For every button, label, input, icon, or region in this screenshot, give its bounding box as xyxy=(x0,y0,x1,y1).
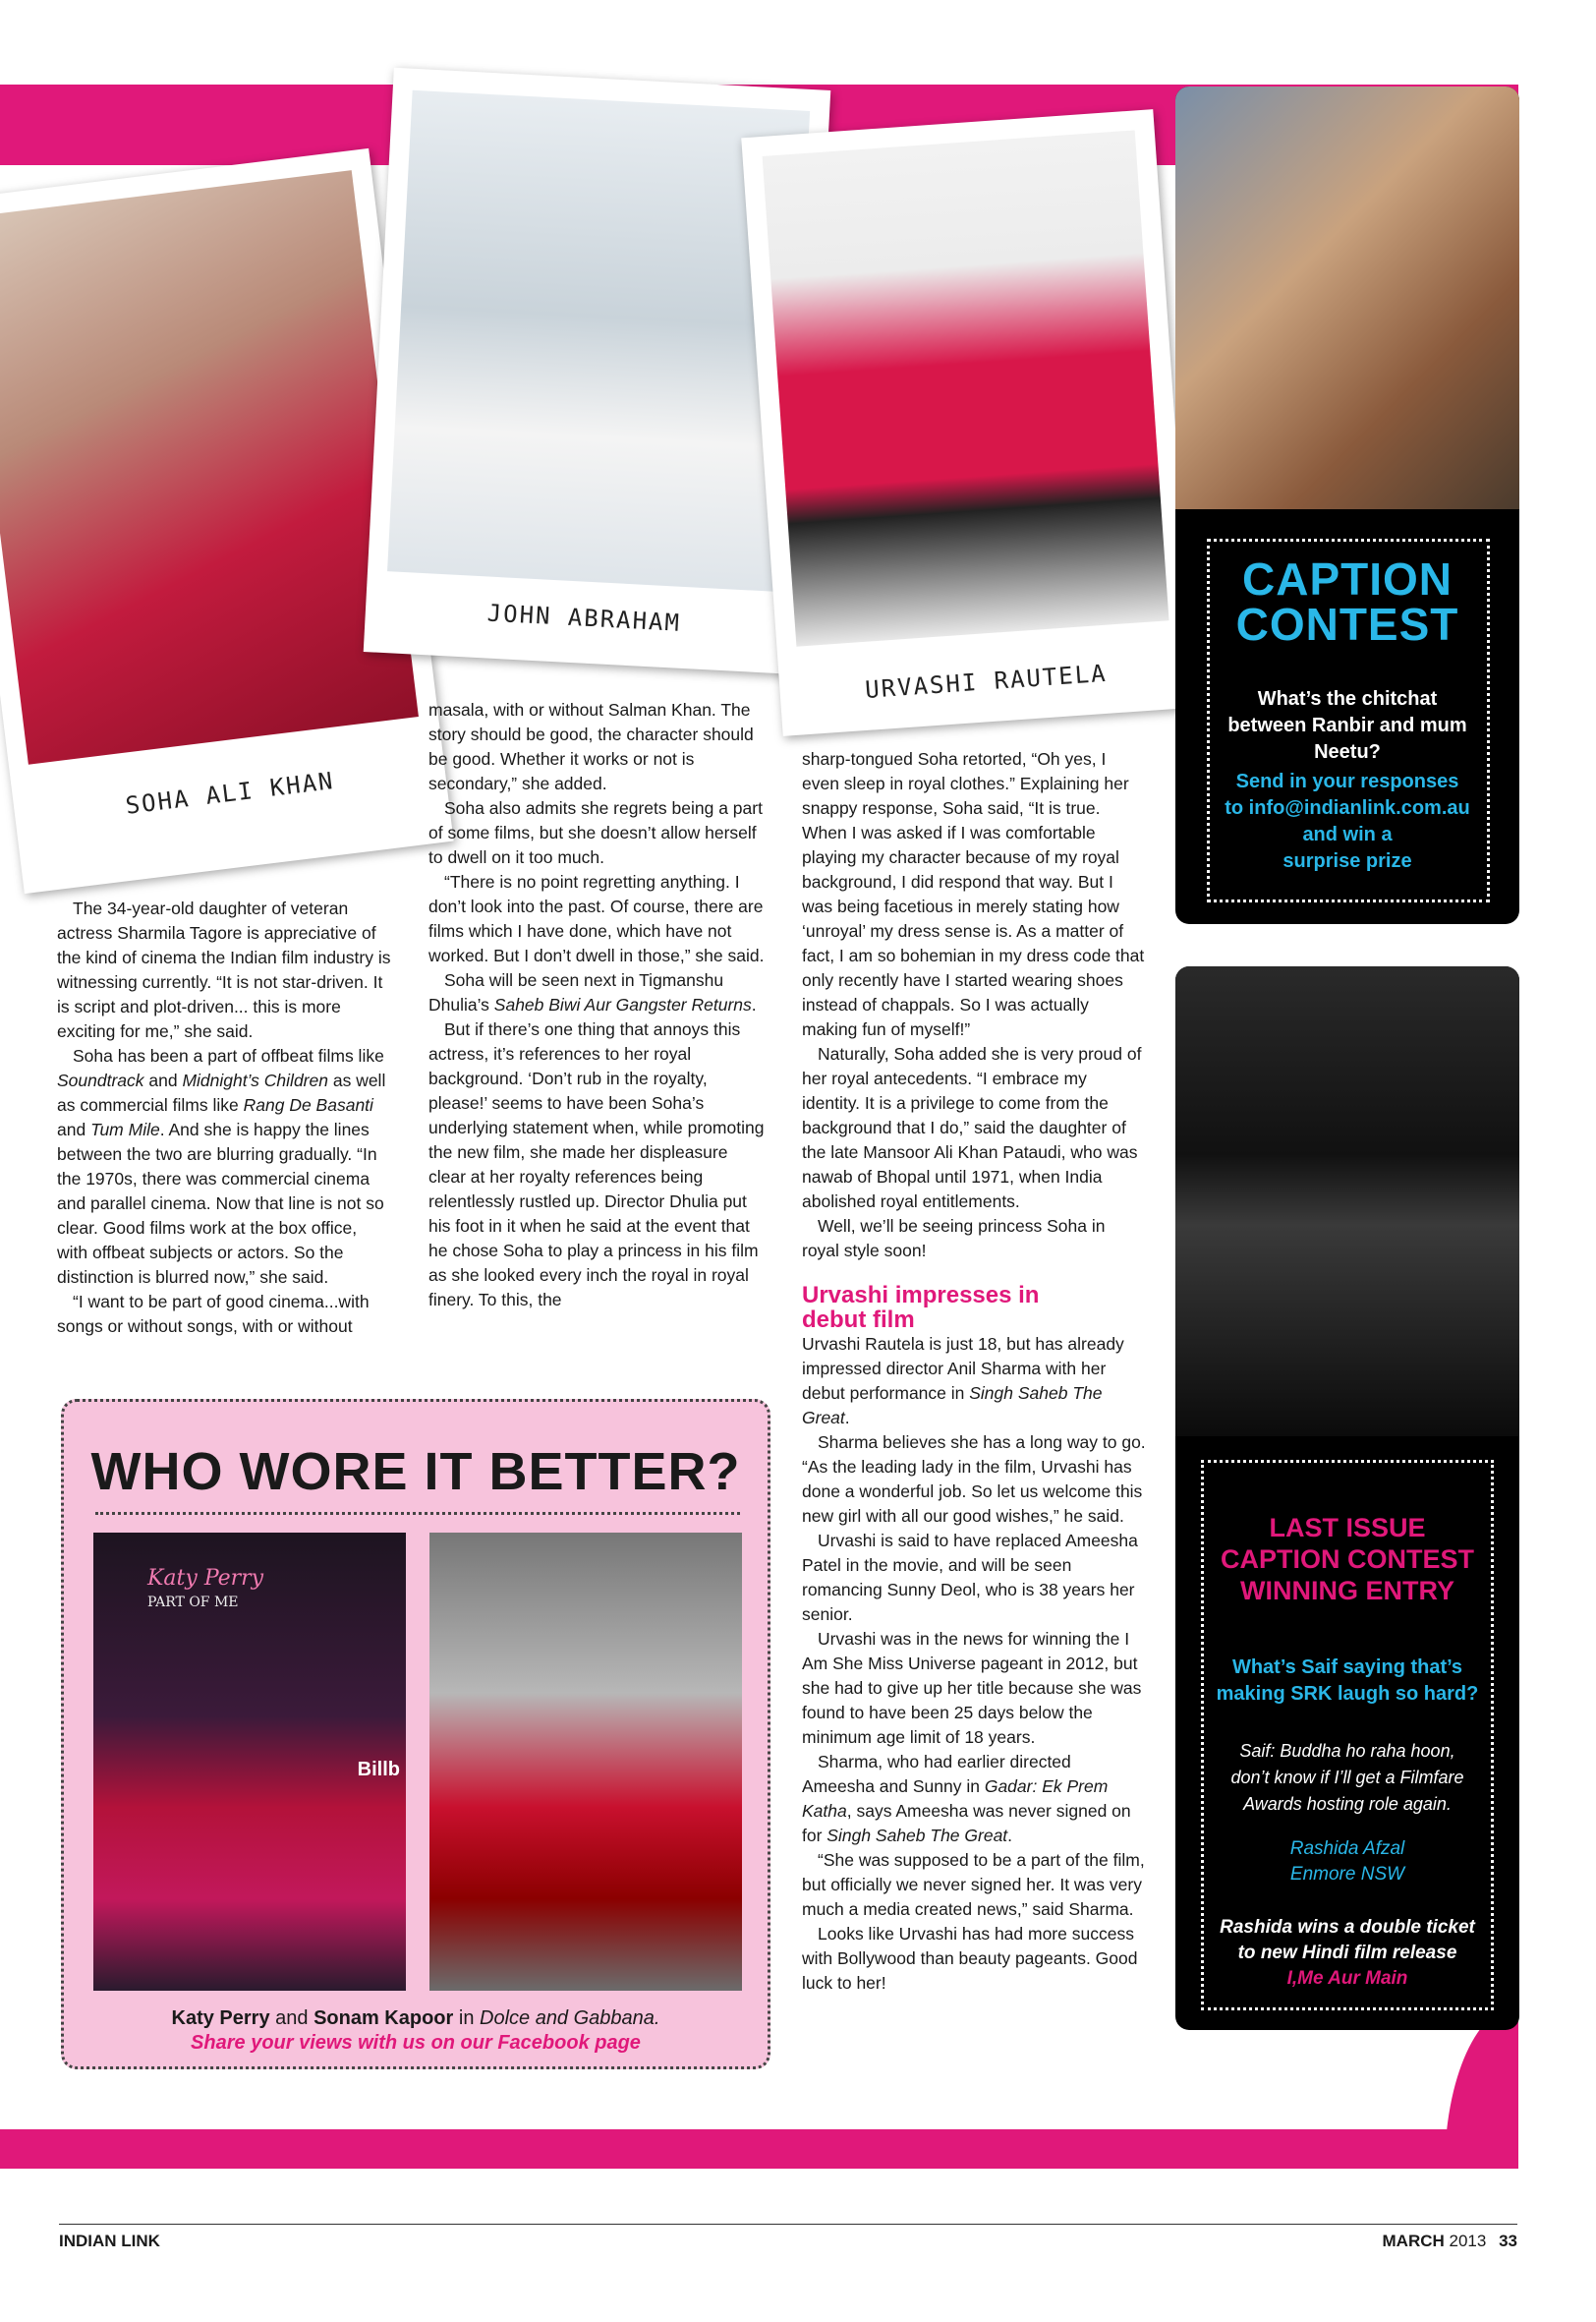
last-issue-answer: Saif: Buddha ho raha hoon, don’t know if I’ll get a Filmfare Awards hosting role again. xyxy=(1230,1741,1464,1814)
email-link[interactable]: to info@indianlink.com.au xyxy=(1225,797,1470,819)
urvashi-subheading: Urvashi impresses in debut film xyxy=(802,1282,1040,1333)
article-paragraph: Urvashi Rautela is just 18, but has already impressed director Anil Sharma with her debut performance in Singh Saheb The Great. xyxy=(802,1334,1124,1427)
last-issue-winner: Rashida Afzal Enmore NSW xyxy=(1289,1838,1405,1885)
italic-title: Singh Saheb The Great xyxy=(802,1383,1103,1427)
italic-title: Soundtrack xyxy=(57,1071,144,1090)
article-column-3-part-1 xyxy=(802,747,1146,1263)
page-number: 33 xyxy=(1499,2232,1517,2250)
article-paragraph: Urvashi was in the news for winning the I Am She Miss Universe pageant in 2012, but she had to give up her title because she was found to have been 25 days below the minimum age limit of 18 years. xyxy=(802,1629,1142,1747)
article-paragraph: “There is no point regretting anything. I don’t look into the past. Of course, there are films which I have done, which have not worked. But I don’t dwell in those,” she said. xyxy=(428,872,765,965)
article-paragraph: masala, with or without Salman Khan. The story should be good, the character should be good. Whether it works or not is secondary,” she added. xyxy=(428,700,754,793)
article-paragraph: Sharma, who had earlier directed Ameesha and Sunny in Gadar: Ek Prem Katha, says Ameesha was never signed on for Singh Saheb The Great. xyxy=(802,1752,1131,1845)
caption-contest-title-1: CAPTION xyxy=(1242,553,1453,605)
article-paragraph: Urvashi is said to have replaced Ameesha Patel in the movie, and will be seen romancing Sunny Deol, who is 38 years her senior. xyxy=(802,1531,1138,1624)
sonam-kapoor-photo xyxy=(429,1533,742,1991)
article-paragraph: Soha also admits she regrets being a part of some films, but she doesn’t allow herself to dwell on it too much. xyxy=(428,798,763,867)
wwib-caption: Katy Perry and Sonam Kapoor in Dolce and Gabbana. xyxy=(171,2007,660,2029)
article-paragraph: “She was supposed to be a part of the film, but officially we never signed her. It was very much a media created news,” said Sharma. xyxy=(802,1850,1145,1919)
article-paragraph: Looks like Urvashi has had more success with Bollywood than beauty pageants. Good luck to her! xyxy=(802,1924,1138,1993)
bottom-pink-band xyxy=(0,2129,1518,2169)
article-paragraph: Naturally, Soha added she is very proud of her royal antecedents. “I embrace my identity. It is a privilege to come from the background that I do,” said the daughter of the late Mansoor Ali Khan Pataudi, who was nawab of Bhopal until 1971, when India abolished royal entitlements. xyxy=(802,1044,1142,1211)
caption-contest-title-2: CONTEST xyxy=(1235,599,1459,650)
who-wore-it-better-box xyxy=(61,1399,770,2069)
footer-issue: MARCH 2013 33 xyxy=(1382,2232,1517,2250)
italic-title: Gadar: Ek Prem Katha xyxy=(802,1776,1109,1821)
ranbir-neetu-photo xyxy=(1175,87,1519,509)
last-issue-question: What’s Saif saying that’s making SRK laugh so hard? xyxy=(1216,1656,1479,1705)
italic-title: Midnight’s Children xyxy=(182,1071,328,1090)
article-paragraph: sharp-tongued Soha retorted, “Oh yes, I even sleep in royal clothes.” Explaining her snappy response, Soha said, “It is true. When I was asked if I was comfortable playing my character because of my royal background, I did respond that way. But I was being facetious in merely stating how ‘unroyal’ my dress sense is. As a matter of fact, I am so bohemian in my dress code that only recently have I started wearing shoes instead of chappals. So I was actually making fun of myself!” xyxy=(802,749,1145,1039)
soha-caption: SOHA ALI KHAN xyxy=(124,766,336,820)
italic-title: Singh Saheb The Great xyxy=(826,1826,1008,1845)
urvashi-caption: URVASHI RAUTELA xyxy=(864,659,1109,704)
article-paragraph: “I want to be part of good cinema...with songs or without songs, with or without xyxy=(57,1292,370,1336)
wwib-title: WHO WORE IT BETTER? xyxy=(90,1442,741,1501)
last-issue-box xyxy=(1175,966,1519,2030)
article-column-1 xyxy=(57,897,391,1339)
article-paragraph: Soha will be seen next in Tigmanshu Dhulia’s Saheb Biwi Aur Gangster Returns. xyxy=(428,970,757,1015)
article-column-3-part-2 xyxy=(802,1332,1146,1996)
katy-perry-photo xyxy=(93,1533,406,1991)
soha-photo xyxy=(0,170,419,765)
katy-backdrop-logo: Katy Perry PART OF ME xyxy=(147,1566,264,1610)
italic-title: Rang De Basanti xyxy=(243,1095,373,1115)
urvashi-photo xyxy=(763,130,1169,646)
wwib-facebook-cta[interactable]: Share your views with us on our Facebook page xyxy=(191,2032,641,2054)
footer-rule xyxy=(59,2224,1517,2225)
last-issue-prize: Rashida wins a double ticket to new Hindi film release I,Me Aur Main xyxy=(1205,1915,1490,1992)
last-issue-title: LAST ISSUE CAPTION CONTEST WINNING ENTRY xyxy=(1220,1513,1474,1605)
article-paragraph: Sharma believes she has a long way to go. “As the leading lady in the film, Urvashi has done a wonderful job. So let us welcome this new girl with all our good wishes,” he said. xyxy=(802,1432,1146,1526)
article-paragraph: The 34-year-old daughter of veteran actress Sharmila Tagore is appreciative of the kind of cinema the Indian film industry is witnessing currently. “It is not star-driven. It is script and plot-driven... this is more exciting for me,” she said. xyxy=(57,899,391,1041)
film-title: I,Me Aur Main xyxy=(1286,1968,1408,1989)
italic-title: Tum Mile xyxy=(90,1120,160,1139)
article-paragraph: Well, we’ll be seeing princess Soha in royal style soon! xyxy=(802,1216,1106,1260)
caption-contest-send: Send in your responses to info@indianlink.com.au and win a surprise prize xyxy=(1205,769,1490,875)
article-paragraph: But if there’s one thing that annoys this actress, it’s references to her royal background. ‘Don’t rub in the royalty, please!’ seems to have been Soha’s underlying statement when, while promoting the new film, she made her displeasure clear at her royalty references being relentlessly rustled up. Director Dhulia put his foot in it when he said at the event that he chose Soha to play a princess in his film as she looked every inch the royal in royal finery. To this, the xyxy=(428,1019,765,1309)
urvashi-polaroid xyxy=(741,109,1195,736)
saif-srk-photo xyxy=(1175,966,1519,1436)
footer-publication: INDIAN LINK xyxy=(59,2232,160,2250)
john-caption: JOHN ABRAHAM xyxy=(486,599,682,637)
article-column-2 xyxy=(428,698,767,1312)
article-paragraph: Soha has been a part of offbeat films like Soundtrack and Midnight’s Children as well as commercial films like Rang De Basanti and Tum Mile. And she is happy the lines between the two are blurring gradually. “In the 1970s, there was commercial cinema and parallel cinema. Now that line is not so clear. Good films work at the box office, with offbeat subjects or actors. So the distinction is blurred now,” she said. xyxy=(57,1046,386,1287)
wwib-divider xyxy=(95,1512,740,1515)
italic-title: Saheb Biwi Aur Gangster Returns xyxy=(493,995,752,1015)
caption-contest-box xyxy=(1175,87,1519,924)
article-column-3 xyxy=(802,747,1146,1996)
caption-contest-question: What’s the chitchat between Ranbir and mum Neetu? xyxy=(1227,688,1467,763)
katy-backdrop-sponsor: Billb xyxy=(357,1759,400,1780)
